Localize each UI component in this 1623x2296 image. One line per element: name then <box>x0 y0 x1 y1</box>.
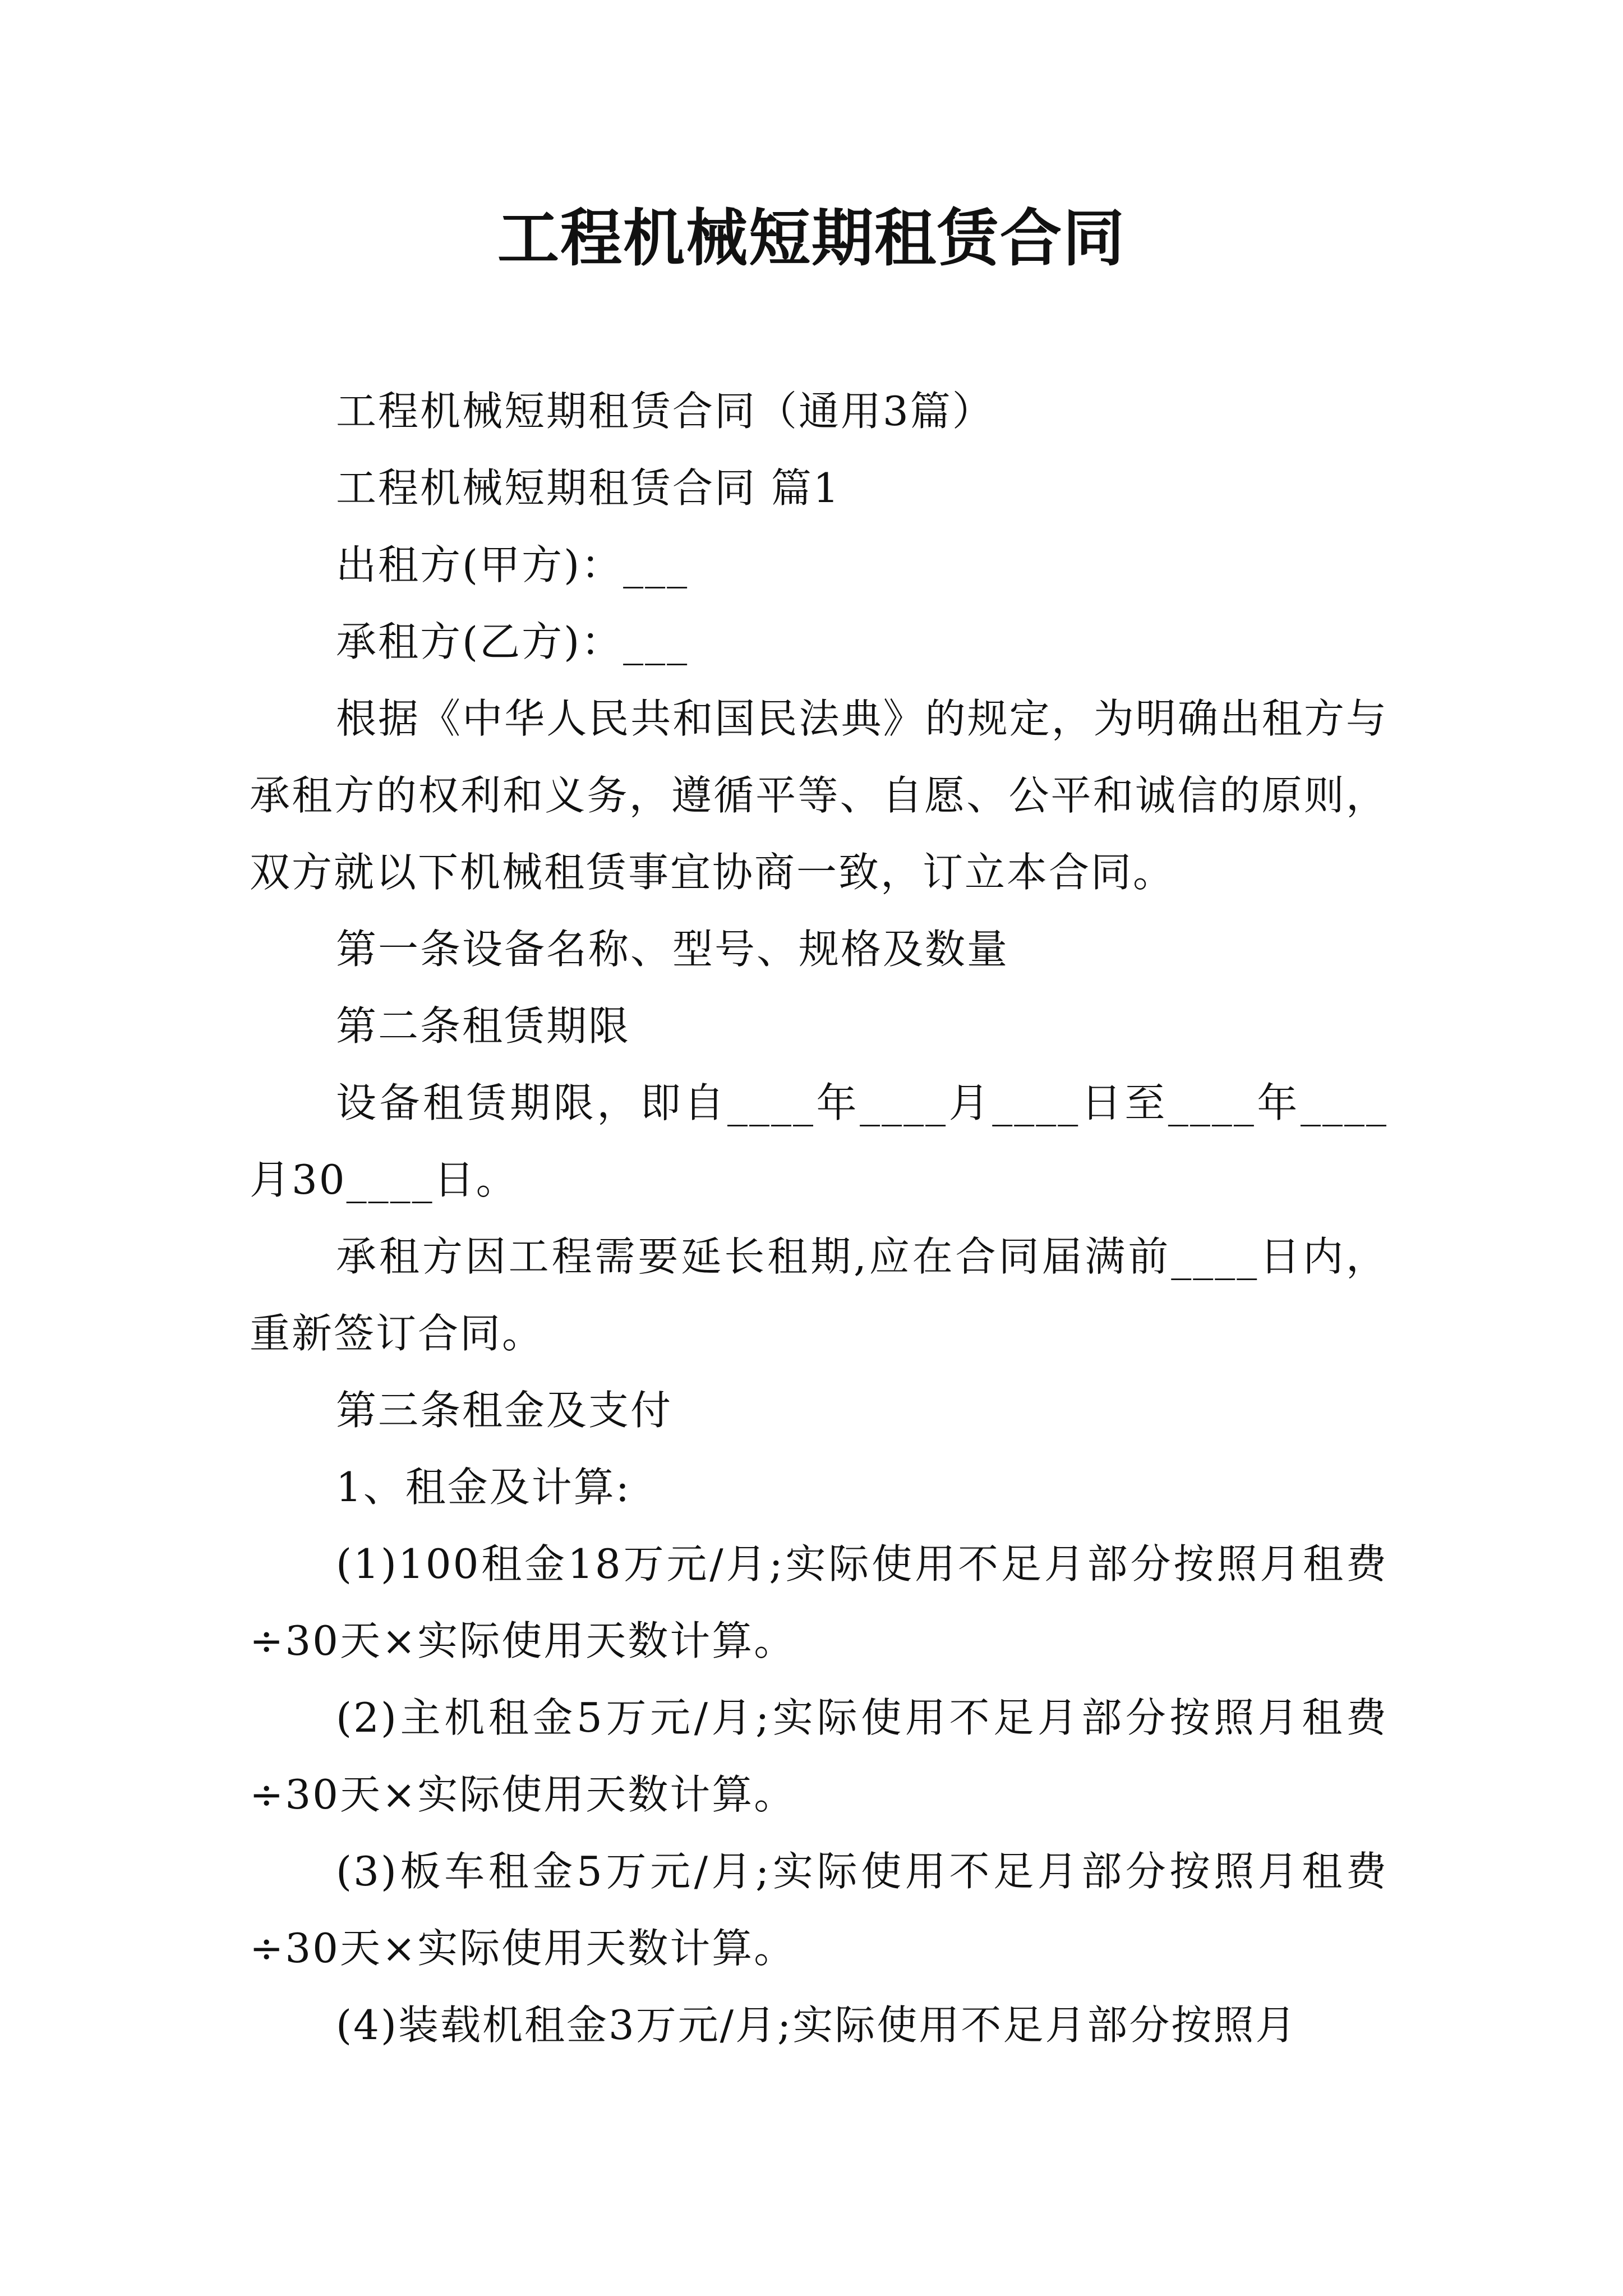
lease-term-paragraph: 设备租赁期限，即自____年____月____日至____年____月30____日。 <box>250 1079 1388 1203</box>
rent-calculation-heading: 1、租金及计算: <box>336 1464 631 1511</box>
rent-item-2: (2)主机租金5万元/月;实际使用不足月部分按照月租费÷30天×实际使用天数计算。 <box>250 1694 1388 1818</box>
rent-item-1: (1)100租金18万元/月;实际使用不足月部分按照月租费÷30天×实际使用天数计算。 <box>250 1540 1388 1664</box>
article-1-heading: 第一条设备名称、型号、规格及数量 <box>336 926 1009 973</box>
extension-paragraph: 承租方因工程需要延长租期,应在合同届满前____日内，重新签订合同。 <box>250 1233 1388 1357</box>
subtitle-paragraph: 工程机械短期租赁合同（通用3篇） <box>336 388 994 435</box>
rent-item-4: (4)装载机租金3万元/月;实际使用不足月部分按照月 <box>336 2001 1298 2049</box>
lessor-line: 出租方(甲方)：___ <box>336 541 689 588</box>
article-2-heading: 第二条租赁期限 <box>336 1002 631 1050</box>
rent-item-3: (3)板车租金5万元/月;实际使用不足月部分按照月租费÷30天×实际使用天数计算。 <box>250 1848 1388 1972</box>
section-heading: 工程机械短期租赁合同 篇1 <box>336 464 841 512</box>
lessee-line: 承租方(乙方)：___ <box>336 618 689 665</box>
article-3-heading: 第三条租金及支付 <box>336 1387 673 1434</box>
document-body <box>250 373 1388 2064</box>
preamble-paragraph: 根据《中华人民共和国民法典》的规定，为明确出租方与承租方的权利和义务，遵循平等、自愿、公平和诚信的原则，双方就以下机械租赁事宜协商一致，订立本合同。 <box>250 695 1388 896</box>
document-title: 工程机械短期租赁合同 <box>497 202 1126 274</box>
